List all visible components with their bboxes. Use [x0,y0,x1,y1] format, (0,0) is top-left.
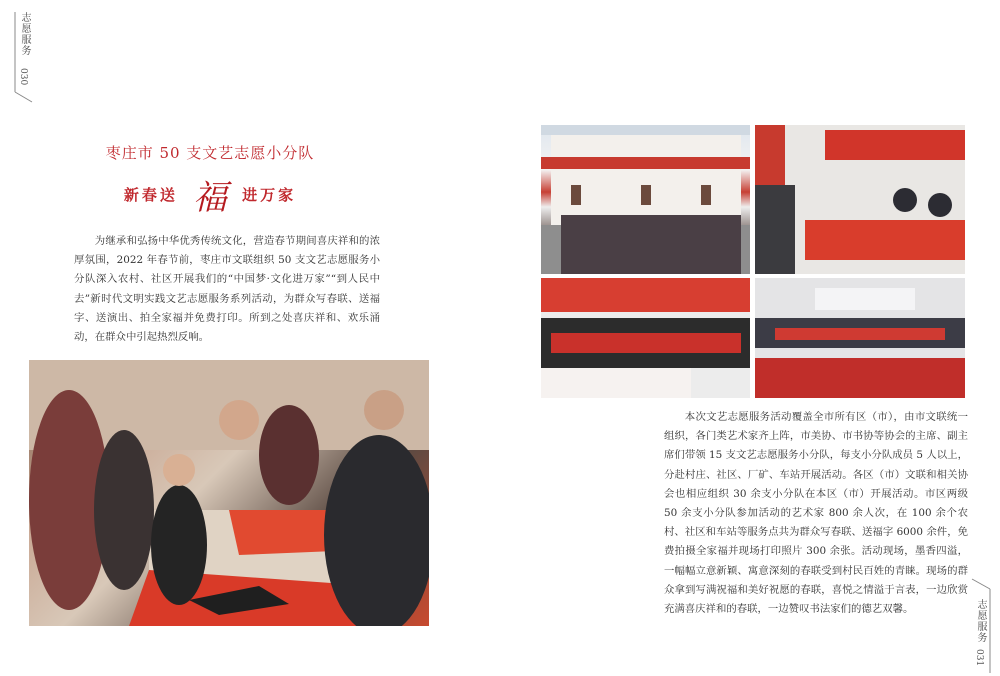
photo-group-with-fu [541,278,750,398]
fu-calligraphy: 福 [193,178,227,218]
page-number: 030 [18,68,28,86]
photo-hall-display [755,278,965,398]
photo-illustration [755,125,965,274]
photo-community-event [755,125,965,274]
intro-paragraph: 为继承和弘扬中华优秀传统文化，营造春节期间喜庆祥和的浓厚氛围，2022 年春节前，枣庄市文联组织 50 支文艺志愿服务小分队深入农村、社区开展我们的“中国梦·文化进万家”“到人民中去”新时代文明实践文艺志愿服务系列活动，为群众写春联、送福字、送演出、拍全家福并免费打印。所到之处喜庆祥和、欢乐涌动，在群众中引起热烈反响。 [74,235,380,344]
photo-illustration [755,278,965,398]
photo-village-square [541,125,750,274]
photo-illustration [541,278,750,398]
photo-illustration [29,360,429,626]
photo-calligraphy-writing [29,360,429,626]
subtitle-part-2: 进万家 [242,186,297,204]
article-subtitle [60,170,360,218]
section-label: 志愿服务 [19,12,30,56]
page-number: 031 [974,649,984,667]
running-header-left [14,12,36,102]
photo-illustration [541,125,750,274]
subtitle-part-1: 新春送 [123,186,178,204]
running-header-right [968,577,992,673]
article-title: 枣庄市 50 支文艺志愿小分队 [105,144,315,162]
section-label: 志愿服务 [975,599,986,643]
detail-paragraph: 本次文艺志愿服务活动覆盖全市所有区（市），由市文联统一组织，各门类艺术家齐上阵，市美协、市书协等协会的主席、副主席们带领 15 支文艺志愿服务小分队，每支小分队成员 5 人以上，分赴村庄、社区、厂矿、车站开展活动。各区（市）文联和相关协会也相应组织 30 余支小分队在本区（市）开展活动。市区两级 50 余支小分队参加活动的艺术家 800 余人次，在 100 余个农村、社区和车站等服务点共为群众写春联、送福字 6000 余件，免费拍摄全家福并现场打印照片 300 余张。活动现场，墨香四溢，一幅幅立意新颖、寓意深刻的春联受到村民百姓的青睐。现场的群众拿到写满祝福和美好祝愿的春联，喜悦之情溢于言表，一边欣赏充满喜庆祥和的春联，一边赞叹书法家们的德艺双馨。 [664,411,968,616]
